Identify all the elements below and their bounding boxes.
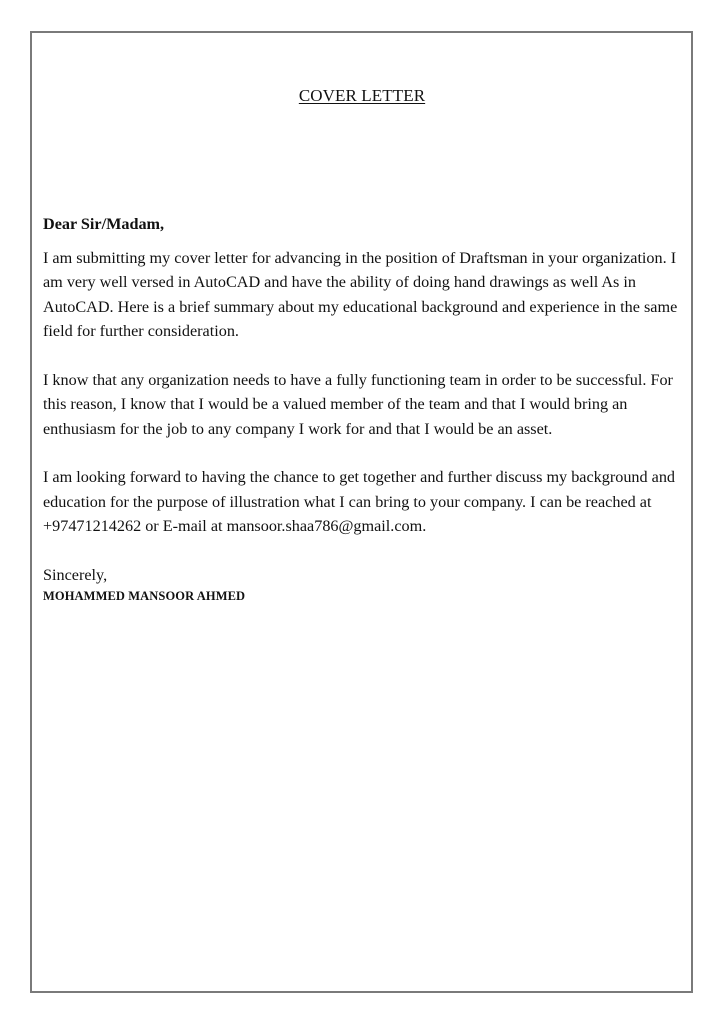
closing: Sincerely, <box>43 565 108 584</box>
paragraph-intro: I am submitting my cover letter for advancing in the position of Draftsman in your organization. I am very well versed in AutoCAD and have the ability of doing hand drawings as well As in AutoCAD. Here is a brief summary about my educational background and experience in the same field for further consideration. <box>43 248 678 340</box>
signature-name: MOHAMMED MANSOOR AHMED <box>43 589 246 603</box>
page-title: COVER LETTER <box>298 86 426 105</box>
salutation: Dear Sir/Madam, <box>43 215 165 233</box>
letter-body <box>43 212 683 605</box>
paragraph-contact: I am looking forward to having the chance to get together and further discuss my background and education for the purpose of illustration what I can bring to your company. I can be reached at +97471214262 or E-mail at mansoor.shaa786@gmail.com. <box>43 468 676 535</box>
paragraph-team: I know that any organization needs to have a fully functioning team in order to be successful. For this reason, I know that I would be a valued member of the team and that I would bring an enthusiasm for the job to any company I work for and that I would be an asset. <box>43 370 673 438</box>
